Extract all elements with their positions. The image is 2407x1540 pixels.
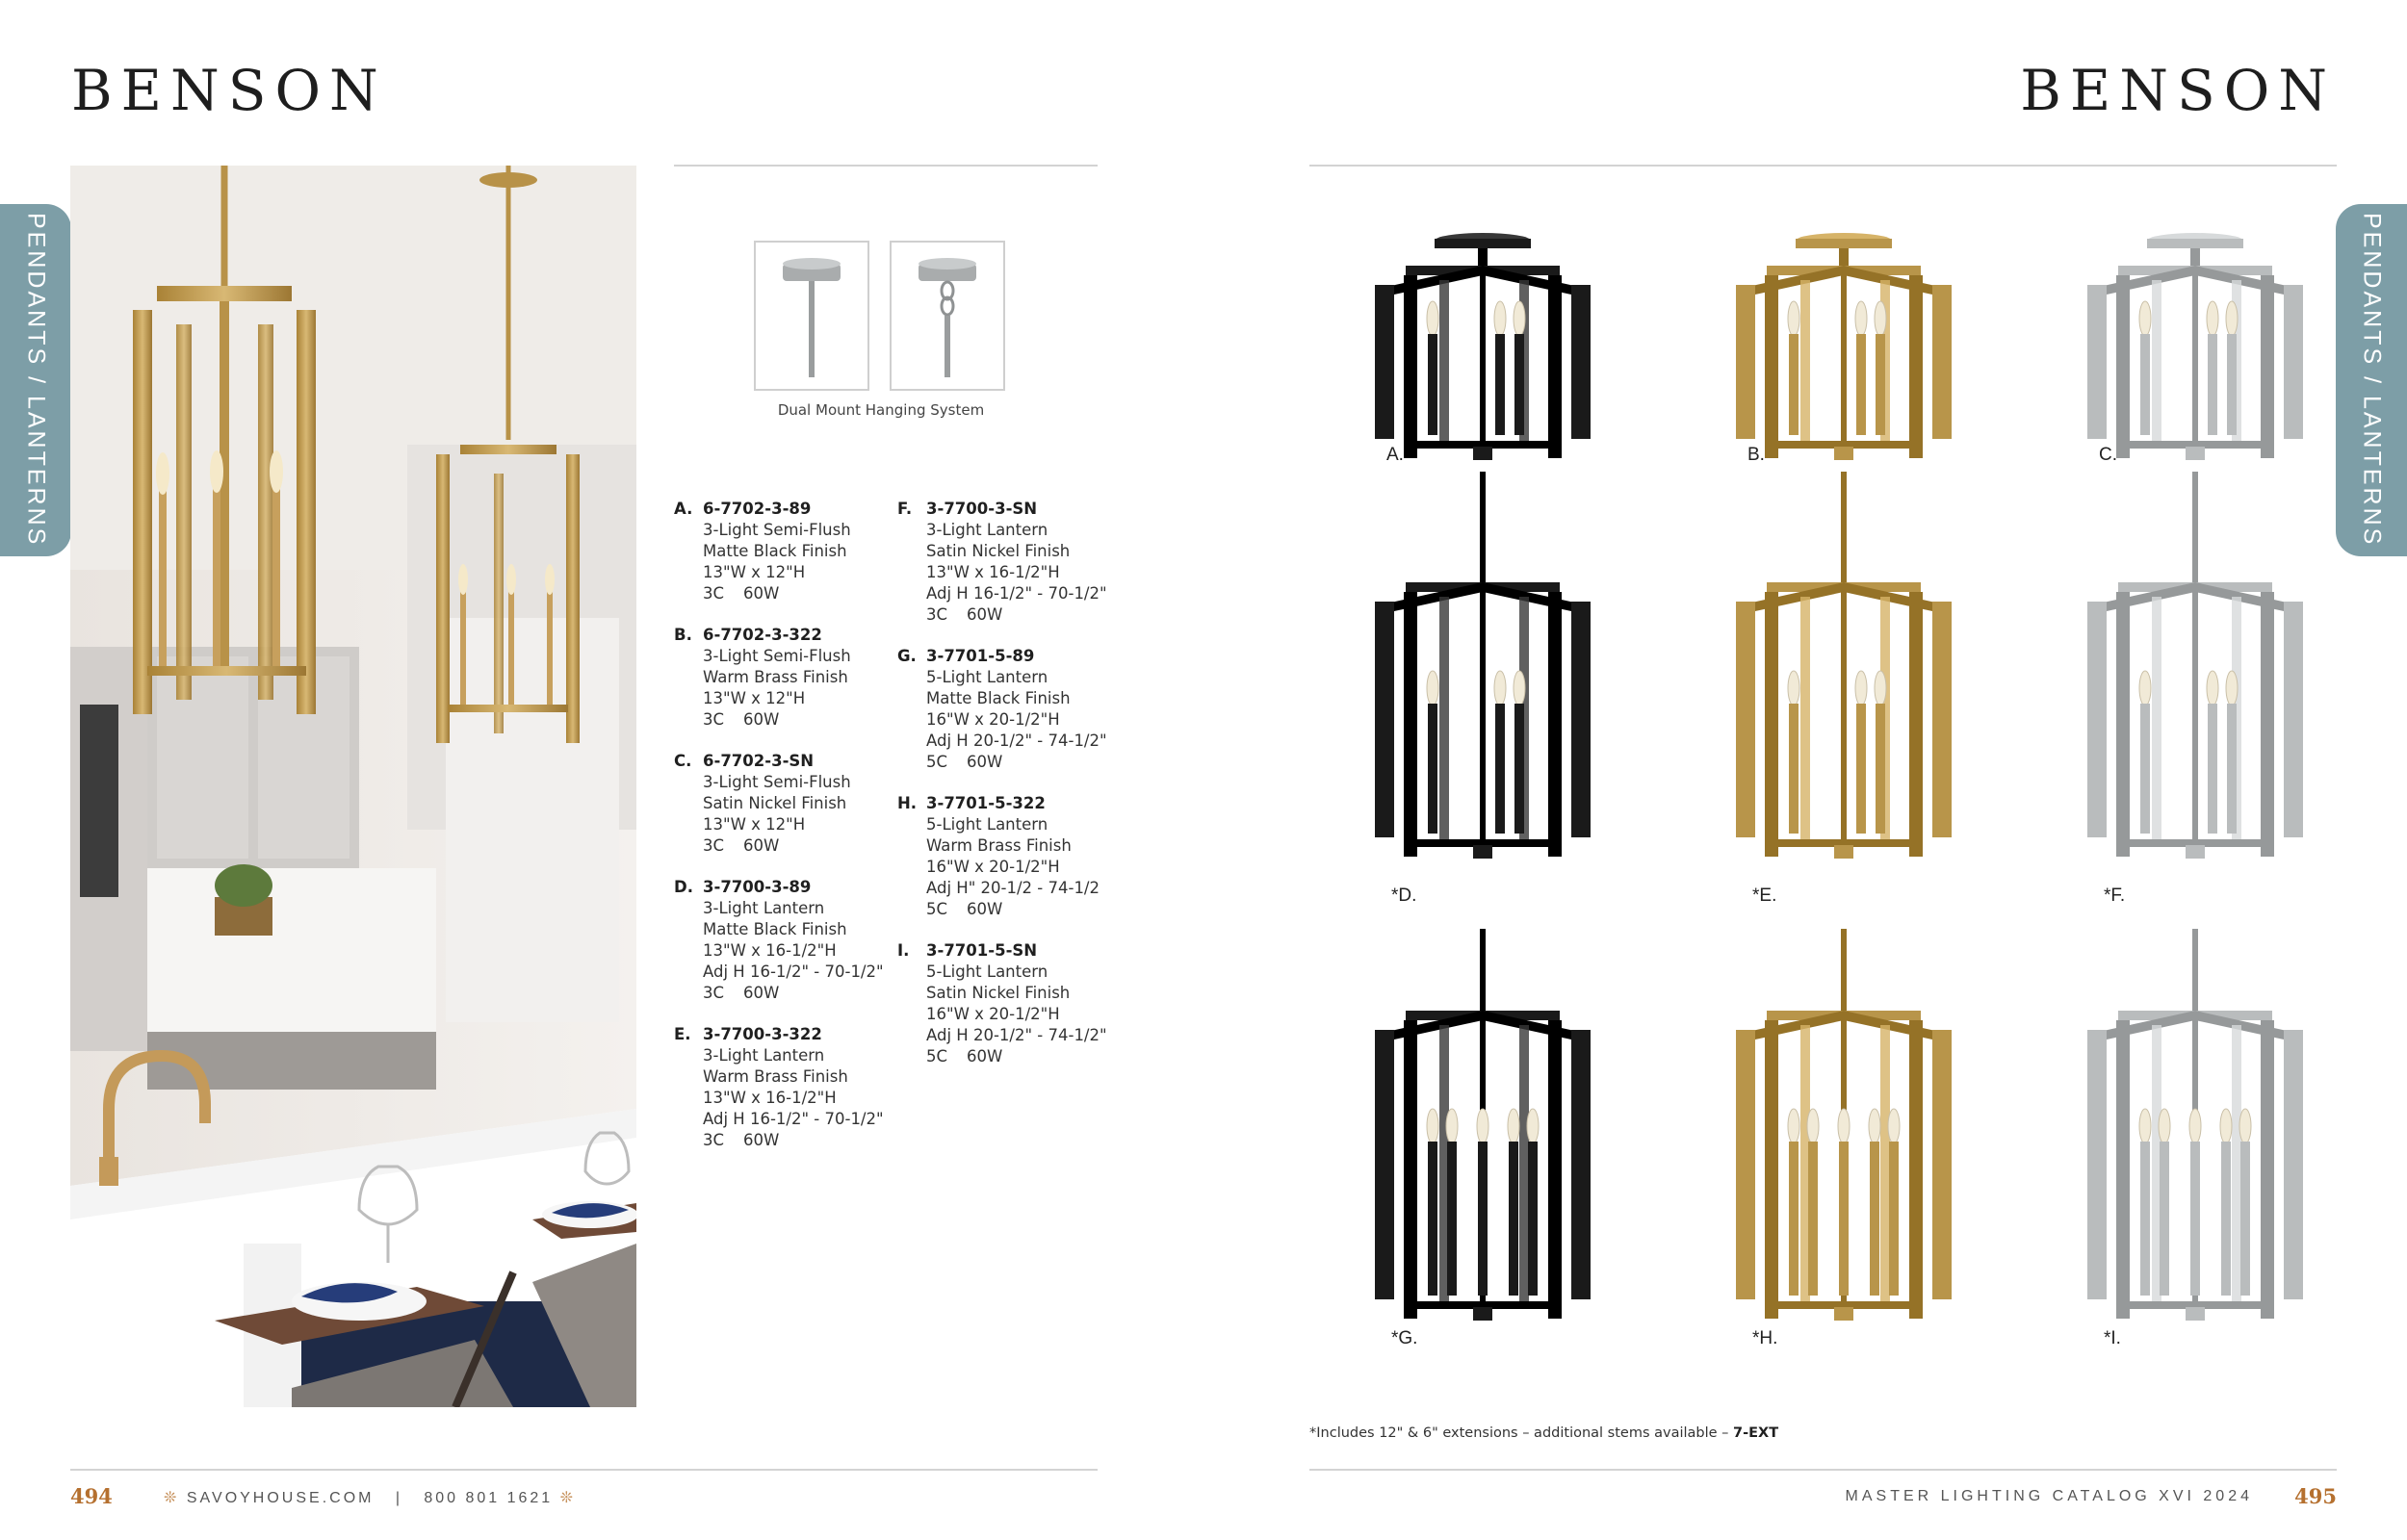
spec-lamps: 5C [926,1047,948,1065]
spec-line: 3-Light Semi-Flush [703,773,851,791]
spec-wattage [703,983,895,1004]
spec-letter: D. [674,878,693,896]
footer-separator: | [395,1490,402,1506]
stem-mount-icon [756,243,867,389]
spec-lamps: 3C [926,605,948,624]
product-image-f[interactable] [2060,472,2330,914]
chain-mount-icon [892,243,1003,389]
spec-letter: I. [897,941,910,960]
fixture-drawing [1709,231,1979,481]
spec-line: Adj H 20-1/2" - 74-1/2" [926,732,1107,750]
spec-entry [897,646,1119,773]
spec-list-col-2 [897,499,1119,1088]
spec-watts: 60W [743,984,780,1002]
spec-line: 13"W x 12"H [703,689,806,707]
footnote-code: 7-EXT [1733,1425,1779,1441]
category-tab-right[interactable] [2336,204,2407,556]
spec-letter: G. [897,647,917,665]
fixture-drawing [1348,231,1618,481]
spec-line: Warm Brass Finish [926,836,1072,855]
footer-contact [164,1488,576,1507]
extension-footnote [1309,1425,1778,1441]
fixture-drawing [2060,231,2330,481]
footnote-text: *Includes 12" & 6" extensions – additional stems available – [1309,1425,1734,1441]
product-label: *F. [2104,886,2126,906]
spec-line: 3-Light Semi-Flush [703,521,851,539]
footer-divider-left [70,1469,1098,1471]
spec-wattage [926,1046,1119,1067]
spec-list-col-1 [674,499,895,1171]
spec-line: Adj H 20-1/2" - 74-1/2" [926,1026,1107,1044]
mount-caption: Dual Mount Hanging System [777,401,985,419]
room-scene-illustration [70,166,636,1407]
spec-sku: 6-7702-3-SN [703,752,815,770]
footer-divider-right [1309,1469,2337,1471]
spec-sku: 3-7700-3-322 [703,1025,822,1043]
spec-sku: 6-7702-3-322 [703,626,822,644]
spec-line: 3-Light Semi-Flush [703,647,851,665]
product-label: *G. [1391,1328,1418,1348]
product-label: B. [1747,445,1765,465]
phone-number[interactable]: 800 801 1621 [424,1490,554,1506]
spec-watts: 60W [743,1131,780,1149]
spec-wattage [703,835,895,857]
page-title-left: BENSON [71,58,387,123]
product-image-d[interactable] [1348,472,1618,914]
room-scene-photo [70,166,636,1407]
category-tab-left[interactable] [0,204,71,556]
fixture-drawing [1348,472,1618,876]
spec-wattage [703,1130,895,1151]
spec-wattage [926,604,1119,626]
fixture-drawing [1348,929,1618,1333]
spec-line: Satin Nickel Finish [703,794,847,812]
spec-line: Matte Black Finish [703,542,847,560]
spec-lamps: 3C [703,710,725,729]
sparkle-icon: ❊ [559,1490,577,1506]
spec-entry [897,940,1119,1067]
spec-line: Adj H 16-1/2" - 70-1/2" [703,962,884,981]
spec-lamps: 3C [703,1131,725,1149]
spec-line: 3-Light Lantern [703,1046,825,1065]
fixture-drawing [2060,472,2330,876]
product-label: *D. [1391,886,1417,906]
product-label: *I. [2104,1328,2121,1348]
product-label: *H. [1752,1328,1778,1348]
mount-swatch-stem [754,241,869,391]
spec-sku: 3-7700-3-SN [926,500,1038,518]
spec-sku: 3-7701-5-SN [926,941,1038,960]
spec-lamps: 3C [703,984,725,1002]
spec-lamps: 5C [926,900,948,918]
spec-entry [897,793,1119,920]
spec-letter: F. [897,500,913,518]
divider-left [674,165,1098,167]
fixture-drawing [1709,472,1979,876]
spec-wattage [926,752,1119,773]
product-label: C. [2099,445,2117,465]
sparkle-icon: ❊ [164,1490,180,1506]
spec-line: Warm Brass Finish [703,1067,848,1086]
spec-watts: 60W [743,836,780,855]
fixture-drawing [2060,929,2330,1333]
product-image-i[interactable] [2060,929,2330,1372]
page-number-left: 494 [70,1484,113,1508]
catalog-name: MASTER LIGHTING CATALOG XVI 2024 [1845,1488,2253,1504]
spec-line: Matte Black Finish [926,689,1071,707]
spec-line: Satin Nickel Finish [926,984,1071,1002]
spec-line: Warm Brass Finish [703,668,848,686]
spec-line: 5-Light Lantern [926,668,1048,686]
product-image-e[interactable] [1709,472,1979,914]
spec-watts: 60W [743,584,780,603]
spec-line: Satin Nickel Finish [926,542,1071,560]
product-label: A. [1386,445,1404,465]
website-link[interactable]: SAVOYHOUSE.COM [186,1490,375,1506]
spec-wattage [926,899,1119,920]
spec-entry [674,1024,895,1151]
spec-letter: B. [674,626,692,644]
spec-entry [674,499,895,604]
spec-line: 13"W x 16-1/2"H [703,941,837,960]
spec-entry [674,625,895,731]
spec-line: 5-Light Lantern [926,962,1048,981]
spec-line: Adj H" 20-1/2 - 74-1/2 [926,879,1100,897]
spec-line: 3-Light Lantern [926,521,1048,539]
spec-lamps: 3C [703,836,725,855]
product-image-h[interactable] [1709,929,1979,1372]
spec-sku: 3-7700-3-89 [703,878,812,896]
spec-line: 16"W x 20-1/2"H [926,1005,1060,1023]
spec-watts: 60W [967,900,1003,918]
spec-entry [897,499,1119,626]
product-label: *E. [1752,886,1777,906]
spec-watts: 60W [967,1047,1003,1065]
spec-line: 16"W x 20-1/2"H [926,858,1060,876]
spec-sku: 3-7701-5-89 [926,647,1035,665]
spec-watts: 60W [967,753,1003,771]
spec-entry [674,751,895,857]
spec-wattage [703,583,895,604]
spec-letter: H. [897,794,918,812]
product-image-g[interactable] [1348,929,1618,1372]
spec-sku: 3-7701-5-322 [926,794,1046,812]
spec-line: Matte Black Finish [703,920,847,938]
spec-line: 3-Light Lantern [703,899,825,917]
spec-letter: E. [674,1025,691,1043]
spec-line: 13"W x 16-1/2"H [926,563,1060,581]
spec-watts: 60W [967,605,1003,624]
spec-line: Adj H 16-1/2" - 70-1/2" [926,584,1107,603]
spec-sku: 6-7702-3-89 [703,500,812,518]
spec-entry [674,877,895,1004]
page-number-right: 495 [2294,1484,2337,1508]
mount-swatch-chain [890,241,1005,391]
divider-right [1309,165,2337,167]
spec-line: 13"W x 12"H [703,815,806,834]
spec-lamps: 5C [926,753,948,771]
fixture-drawing [1709,929,1979,1333]
spec-letter: C. [674,752,692,770]
spec-line: 13"W x 16-1/2"H [703,1089,837,1107]
spec-wattage [703,709,895,731]
category-tab-label: PENDANTS / LANTERNS [22,213,50,548]
spec-line: 16"W x 20-1/2"H [926,710,1060,729]
spec-line: 13"W x 12"H [703,563,806,581]
category-tab-label: PENDANTS / LANTERNS [2358,213,2386,548]
spec-line: Adj H 16-1/2" - 70-1/2" [703,1110,884,1128]
page-title-right: BENSON [2020,58,2336,123]
spec-watts: 60W [743,710,780,729]
spec-letter: A. [674,500,693,518]
spec-lamps: 3C [703,584,725,603]
spec-line: 5-Light Lantern [926,815,1048,834]
